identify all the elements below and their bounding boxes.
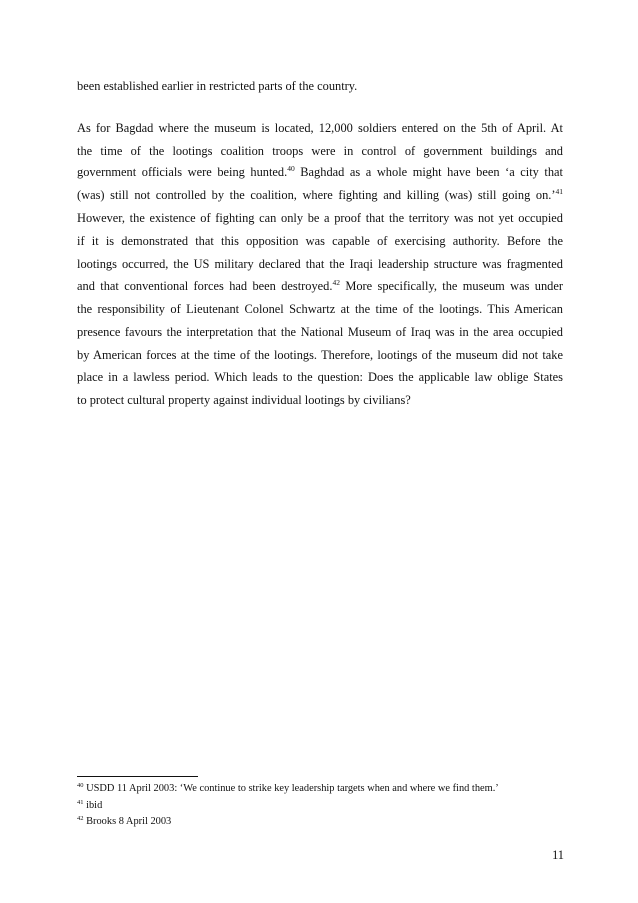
text-segment: More specifically, the museum was under xyxy=(339,279,563,293)
page-number: 11 xyxy=(552,848,564,862)
text-segment: (was) still not controlled by the coalition, where fighting and killing (was) still going on.’ xyxy=(77,188,556,202)
footnote-text: Brooks 8 April 2003 xyxy=(83,816,172,827)
footnote-text: USDD 11 April 2003: ‘We continue to strike key leadership targets when and where we find them.’ xyxy=(83,783,499,794)
footnote-separator xyxy=(77,776,198,777)
footnote-42 xyxy=(77,815,171,828)
paragraph-line-12: place in a lawless period. Which leads to the question: Does the applicable law oblige States xyxy=(77,370,563,384)
paragraph-line-11: by American forces at the time of the lootings. Therefore, lootings of the museum did not take xyxy=(77,348,563,362)
text-segment: Baghdad as a whole might have been ‘a city that xyxy=(294,165,563,179)
paragraph-line-1: As for Bagdad where the museum is located, 12,000 soldiers entered on the 5th of April. At xyxy=(77,121,563,135)
text-segment: government officials were being hunted. xyxy=(77,165,288,179)
paragraph-line-4 xyxy=(77,187,563,203)
paragraph-line-7: lootings occurred, the US military declared that the Iraqi leadership structure was fragmented xyxy=(77,257,563,271)
paragraph-line-9: the responsibility of Lieutenant Colonel Schwartz at the time of the lootings. This American xyxy=(77,302,563,316)
footnote-40 xyxy=(77,782,499,795)
text-segment: and that conventional forces had been destroyed. xyxy=(77,279,333,293)
paragraph-line-13: to protect cultural property against individual lootings by civilians? xyxy=(77,393,411,407)
opening-line: been established earlier in restricted parts of the country. xyxy=(77,79,358,93)
footnote-number: 40 xyxy=(77,782,84,789)
footnote-ref-40: 40 xyxy=(287,164,295,173)
paragraph-line-5: However, the existence of fighting can only be a proof that the territory was not yet occupied xyxy=(77,211,563,225)
footnote-ref-42: 42 xyxy=(332,278,340,287)
paragraph-line-3 xyxy=(77,164,563,180)
paragraph-line-8 xyxy=(77,278,563,294)
paragraph-line-10: presence favours the interpretation that the National Museum of Iraq was in the area occupied xyxy=(77,325,563,339)
footnote-number: 41 xyxy=(77,799,84,806)
paragraph-line-2: the time of the lootings coalition troops were in control of government buildings and xyxy=(77,144,563,158)
footnote-ref-41: 41 xyxy=(555,187,563,196)
footnote-41 xyxy=(77,799,102,812)
footnote-text: ibid xyxy=(83,800,103,811)
paragraph-line-6: if it is demonstrated that this opposition was capable of exercising authority. Before the xyxy=(77,234,563,248)
footnote-number: 42 xyxy=(77,815,84,822)
